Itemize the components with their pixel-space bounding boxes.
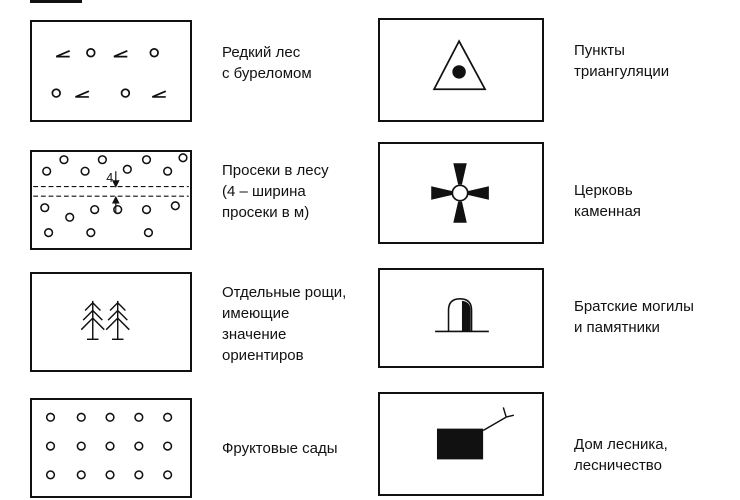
fir-tree-icon — [106, 301, 129, 339]
label-line: Братские могилы — [574, 298, 694, 315]
tree-circle — [145, 229, 153, 237]
top-edge-mark — [30, 0, 82, 3]
label-line: Дом лесника, — [574, 436, 668, 453]
tree-circle — [45, 229, 53, 237]
width-arrow-head — [113, 197, 119, 203]
forest-cuttings-icon — [32, 152, 190, 248]
label-line: триангуляции — [574, 63, 670, 80]
label-forest-cuttings — [222, 160, 329, 223]
label-line: каменная — [574, 203, 641, 220]
label-line: с буреломом — [222, 65, 312, 82]
tree-circle — [164, 167, 172, 175]
orchard-grid — [47, 413, 172, 478]
forester-house-icon — [380, 394, 542, 494]
tree-circle — [43, 167, 51, 175]
symbol-orchards — [30, 398, 192, 498]
label-line: Фруктовые сады — [222, 440, 338, 457]
label-line: (4 – ширина — [222, 183, 306, 200]
width-arrow-head — [113, 181, 119, 187]
label-mass-graves-monuments — [574, 296, 694, 338]
symbol-forester-house — [378, 392, 544, 496]
symbol-triangulation-points — [378, 18, 544, 122]
symbol-forest-cuttings — [30, 150, 192, 250]
label-line: ориентиров — [222, 347, 304, 364]
tree-circle — [179, 154, 187, 162]
orchards-icon — [32, 400, 190, 496]
tree-circle — [171, 202, 179, 210]
tree-circle — [143, 206, 151, 214]
tree-circle — [143, 156, 151, 164]
tree-circle — [150, 49, 158, 57]
fir-tree-icon — [81, 301, 104, 339]
tree-circle — [60, 156, 68, 164]
tree-circle — [87, 49, 95, 57]
church-icon — [380, 144, 542, 242]
label-line: значение — [222, 326, 287, 343]
label-triangulation-points — [574, 40, 669, 82]
tree-circle — [52, 89, 60, 97]
label-orchards — [222, 438, 338, 459]
windfall-mark — [152, 91, 165, 97]
label-line: Церковь — [574, 182, 633, 199]
tree-circle — [41, 204, 49, 212]
tree-circle — [122, 89, 130, 97]
tree-circle — [114, 206, 122, 214]
label-line: Редкий лес — [222, 44, 301, 61]
windfall-mark — [75, 91, 88, 97]
label-line: Просеки в лесу — [222, 162, 329, 179]
label-line: Отдельные рощи, — [222, 284, 347, 301]
tree-circle — [91, 206, 99, 214]
sparse-forest-windfall-icon — [32, 22, 190, 120]
groves-icon — [32, 274, 190, 370]
label-stone-church — [574, 180, 641, 222]
label-line: лесничество — [574, 457, 662, 474]
symbol-mass-graves-monuments — [378, 268, 544, 368]
tree-circle — [99, 156, 107, 164]
tree-circle — [87, 229, 95, 237]
triangulation-point-icon — [380, 20, 542, 120]
label-line: имеющие — [222, 305, 290, 322]
label-line: Пункты — [574, 42, 625, 59]
tree-circle — [66, 213, 74, 221]
monument-icon — [380, 270, 542, 366]
label-line: и памятники — [574, 319, 660, 336]
label-sparse-forest-windfall — [222, 42, 312, 84]
tree-circle — [123, 165, 131, 173]
symbol-sparse-forest-windfall — [30, 20, 192, 122]
symbol-stone-church — [378, 142, 544, 244]
symbol-separate-groves — [30, 272, 192, 372]
label-forester-house — [574, 434, 668, 476]
windfall-mark — [56, 51, 69, 57]
tree-circle — [81, 167, 89, 175]
windfall-mark — [114, 51, 127, 57]
label-separate-groves — [222, 282, 346, 366]
label-line: просеки в м) — [222, 204, 310, 221]
cut-width-text: 4 — [106, 170, 114, 185]
